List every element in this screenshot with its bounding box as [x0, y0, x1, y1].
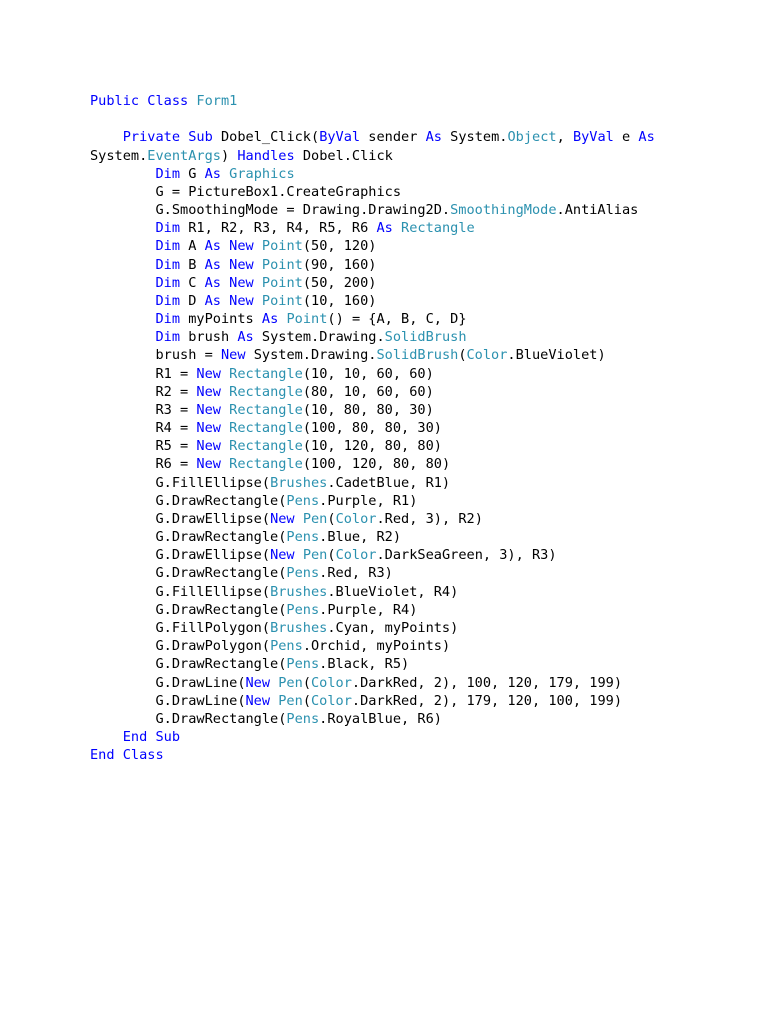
- keyword-token: Dim: [155, 256, 189, 273]
- type-token: Object: [507, 129, 557, 146]
- type-token: Rectangle: [229, 365, 303, 382]
- type-token: Rectangle: [401, 220, 475, 237]
- keyword-token: Handles: [237, 147, 303, 164]
- code-token: brush: [188, 329, 238, 346]
- code-line: [90, 692, 750, 710]
- code-token: [90, 729, 123, 745]
- code-line: [90, 437, 750, 455]
- code-token: System.Drawing.: [253, 347, 377, 364]
- code-token: .BlueViolet): [507, 347, 606, 364]
- type-token: SolidBrush: [376, 347, 459, 364]
- keyword-token: As: [425, 129, 451, 146]
- code-token: (100, 120, 80, 80): [302, 456, 451, 473]
- code-line: [90, 583, 750, 601]
- code-token: (10, 120, 80, 80): [302, 438, 442, 455]
- type-token: Point: [261, 274, 303, 291]
- code-line: [90, 201, 750, 219]
- type-token: Color: [311, 674, 352, 691]
- code-token: (100, 80, 80, 30): [302, 420, 442, 437]
- keyword-token: As: [237, 329, 262, 346]
- code-token: .DarkRed, 2), 179, 120, 100, 199): [351, 692, 622, 709]
- code-token: [90, 275, 155, 291]
- code-line: [90, 383, 750, 401]
- code-line: [90, 128, 750, 146]
- code-line: [90, 219, 750, 237]
- code-token: Dobel_Click(: [220, 129, 320, 146]
- keyword-token: ByVal: [572, 129, 623, 146]
- code-line: [90, 637, 750, 655]
- type-token: Pens: [286, 601, 320, 618]
- type-token: Point: [286, 311, 328, 328]
- code-token: [90, 329, 155, 345]
- keyword-token: Dim: [155, 238, 189, 255]
- code-token: G: [188, 165, 205, 182]
- keyword-token: As: [261, 311, 287, 328]
- code-token: .DarkSeaGreen, 3), R3): [376, 547, 557, 564]
- code-token: R1 =: [90, 365, 197, 382]
- type-token: EventArgs: [147, 147, 221, 164]
- type-token: Pens: [286, 656, 320, 673]
- code-token: .Blue, R2): [319, 529, 402, 546]
- keyword-token: New: [196, 456, 230, 473]
- keyword-token: As New: [204, 274, 262, 291]
- code-token: (80, 10, 60, 60): [302, 383, 434, 400]
- code-token: ): [220, 147, 238, 164]
- type-token: Rectangle: [229, 401, 303, 418]
- keyword-token: Private Sub: [122, 129, 221, 146]
- type-token: Color: [335, 547, 377, 564]
- code-token: G.FillPolygon(: [90, 619, 271, 636]
- code-token: (: [302, 692, 311, 709]
- keyword-token: As: [204, 165, 230, 182]
- code-line: [90, 710, 750, 728]
- code-line: [90, 292, 750, 310]
- code-line: [90, 455, 750, 473]
- code-line: [90, 310, 750, 328]
- code-line: [90, 147, 750, 165]
- code-token: D: [188, 292, 205, 309]
- type-token: Pens: [286, 492, 320, 509]
- code-token: (10, 80, 80, 30): [302, 401, 434, 418]
- code-token: [90, 166, 155, 182]
- code-token: (90, 160): [302, 256, 377, 273]
- code-token: A: [188, 238, 205, 255]
- code-token: .Purple, R1): [319, 492, 418, 509]
- code-token: [90, 220, 155, 236]
- code-line: [90, 92, 750, 110]
- code-token: ,: [556, 129, 573, 146]
- type-token: Graphics: [229, 165, 295, 182]
- code-token: [90, 238, 155, 254]
- code-token: .Red, R3): [319, 565, 393, 582]
- code-token: (: [302, 674, 311, 691]
- keyword-token: New: [245, 674, 279, 691]
- keyword-token: New: [196, 401, 230, 418]
- code-token: G.FillEllipse(: [90, 474, 271, 491]
- code-line: [90, 365, 750, 383]
- type-token: Rectangle: [229, 438, 303, 455]
- code-token: .Purple, R4): [319, 601, 418, 618]
- keyword-token: As New: [204, 238, 262, 255]
- keyword-token: New: [270, 510, 303, 527]
- code-token: G.DrawRectangle(: [90, 492, 287, 509]
- type-token: SolidBrush: [384, 329, 467, 346]
- code-line: [90, 274, 750, 292]
- code-line: [90, 619, 750, 637]
- code-token: G.DrawRectangle(: [90, 529, 287, 546]
- code-token: R5 =: [90, 438, 197, 455]
- type-token: Pen: [278, 692, 303, 709]
- code-line: [90, 564, 750, 582]
- code-token: G.DrawEllipse(: [90, 547, 271, 564]
- code-token: (10, 10, 60, 60): [302, 365, 434, 382]
- code-token: (50, 120): [302, 238, 377, 255]
- keyword-token: As New: [204, 292, 262, 309]
- type-token: Color: [466, 347, 508, 364]
- code-line: [90, 546, 750, 564]
- code-line: [90, 728, 750, 746]
- code-line: [90, 401, 750, 419]
- code-token: R4 =: [90, 420, 197, 437]
- keyword-token: Dim: [155, 292, 189, 309]
- code-token: B: [188, 256, 205, 273]
- keyword-token: As: [638, 129, 655, 146]
- code-token: G.DrawPolygon(: [90, 638, 271, 655]
- keyword-token: As New: [204, 256, 262, 273]
- code-token: .Cyan, myPoints): [327, 619, 459, 636]
- code-token: R2 =: [90, 383, 197, 400]
- code-token: [90, 311, 155, 327]
- code-token: [90, 257, 155, 273]
- code-token: R6 =: [90, 456, 197, 473]
- code-token: e: [622, 129, 639, 146]
- code-token: System.Drawing.: [261, 329, 385, 346]
- type-token: Point: [261, 292, 303, 309]
- code-token: R3 =: [90, 401, 197, 418]
- type-token: Point: [261, 256, 303, 273]
- code-line: [90, 256, 750, 274]
- code-token: [90, 293, 155, 309]
- code-line: [90, 419, 750, 437]
- keyword-token: New: [196, 438, 230, 455]
- code-token: G.SmoothingMode = Drawing.Drawing2D.: [90, 202, 451, 219]
- type-token: Rectangle: [229, 383, 303, 400]
- keyword-token: Dim: [155, 165, 189, 182]
- type-token: Color: [311, 692, 352, 709]
- code-token: [90, 129, 123, 145]
- code-line: [90, 674, 750, 692]
- code-line: [90, 746, 750, 764]
- type-token: Pens: [286, 710, 320, 727]
- keyword-token: New: [196, 365, 230, 382]
- keyword-token: Dim: [155, 220, 189, 237]
- keyword-token: End Sub: [122, 729, 181, 746]
- keyword-token: New: [245, 692, 279, 709]
- code-line: [90, 655, 750, 673]
- type-token: Brushes: [270, 583, 328, 600]
- type-token: Brushes: [270, 619, 328, 636]
- code-token: G.DrawLine(: [90, 692, 246, 709]
- type-token: Pens: [286, 565, 320, 582]
- code-line: [90, 510, 750, 528]
- code-token: G.DrawEllipse(: [90, 510, 271, 527]
- code-token: (50, 200): [302, 274, 377, 291]
- code-token: .Red, 3), R2): [376, 510, 483, 527]
- code-token: G.FillEllipse(: [90, 583, 271, 600]
- type-token: Form1: [196, 93, 238, 109]
- code-line: [90, 183, 750, 201]
- code-listing: [90, 92, 750, 764]
- type-token: Brushes: [270, 474, 328, 491]
- code-token: (: [327, 510, 336, 527]
- code-token: .Black, R5): [319, 656, 410, 673]
- code-token: G.DrawRectangle(: [90, 656, 287, 673]
- code-token: (10, 160): [302, 292, 377, 309]
- type-token: Pens: [270, 638, 303, 655]
- code-line: [90, 528, 750, 546]
- code-line: [90, 601, 750, 619]
- type-token: SmoothingMode: [450, 202, 557, 219]
- code-token: G.DrawRectangle(: [90, 710, 287, 727]
- code-token: (: [327, 547, 336, 564]
- code-line: [90, 474, 750, 492]
- code-line: [90, 110, 750, 128]
- code-token: .CadetBlue, R1): [327, 474, 451, 491]
- code-token: () = {A, B, C, D}: [327, 311, 467, 328]
- keyword-token: End Class: [90, 747, 164, 764]
- code-token: .DarkRed, 2), 100, 120, 179, 199): [351, 674, 622, 691]
- code-token: brush =: [90, 347, 221, 364]
- keyword-token: New: [270, 547, 303, 564]
- type-token: Point: [261, 238, 303, 255]
- keyword-token: Dim: [155, 311, 189, 328]
- keyword-token: New: [196, 383, 230, 400]
- type-token: Pen: [302, 547, 328, 564]
- type-token: Pen: [278, 674, 303, 691]
- keyword-token: ByVal: [319, 129, 369, 146]
- keyword-token: As: [376, 220, 402, 237]
- code-line: [90, 492, 750, 510]
- type-token: Rectangle: [229, 420, 303, 437]
- code-token: C: [188, 274, 205, 291]
- keyword-token: Dim: [155, 329, 189, 346]
- code-token: .RoyalBlue, R6): [319, 710, 442, 727]
- keyword-token: New: [196, 420, 230, 437]
- keyword-token: Dim: [155, 274, 189, 291]
- type-token: Pen: [302, 510, 328, 527]
- code-token: R1, R2, R3, R4, R5, R6: [188, 220, 377, 237]
- type-token: Pens: [286, 529, 320, 546]
- code-token: myPoints: [188, 311, 262, 328]
- code-token: sender: [368, 129, 426, 146]
- code-token: Dobel.Click: [302, 147, 393, 164]
- code-token: G.DrawLine(: [90, 674, 246, 691]
- code-line: [90, 165, 750, 183]
- code-token: G = PictureBox1.CreateGraphics: [90, 183, 401, 200]
- code-token: .Orchid, myPoints): [302, 638, 451, 655]
- code-line: [90, 328, 750, 346]
- code-token: .AntiAlias: [556, 202, 639, 219]
- code-token: System.: [90, 147, 148, 164]
- keyword-token: Public Class: [90, 93, 197, 109]
- code-line: [90, 237, 750, 255]
- type-token: Rectangle: [229, 456, 303, 473]
- code-token: .BlueViolet, R4): [327, 583, 459, 600]
- code-token: G.DrawRectangle(: [90, 601, 287, 618]
- code-token: G.DrawRectangle(: [90, 565, 287, 582]
- code-token: System.: [450, 129, 508, 146]
- code-line: [90, 346, 750, 364]
- type-token: Color: [335, 510, 377, 527]
- keyword-token: New: [220, 347, 254, 364]
- code-token: (: [458, 347, 467, 364]
